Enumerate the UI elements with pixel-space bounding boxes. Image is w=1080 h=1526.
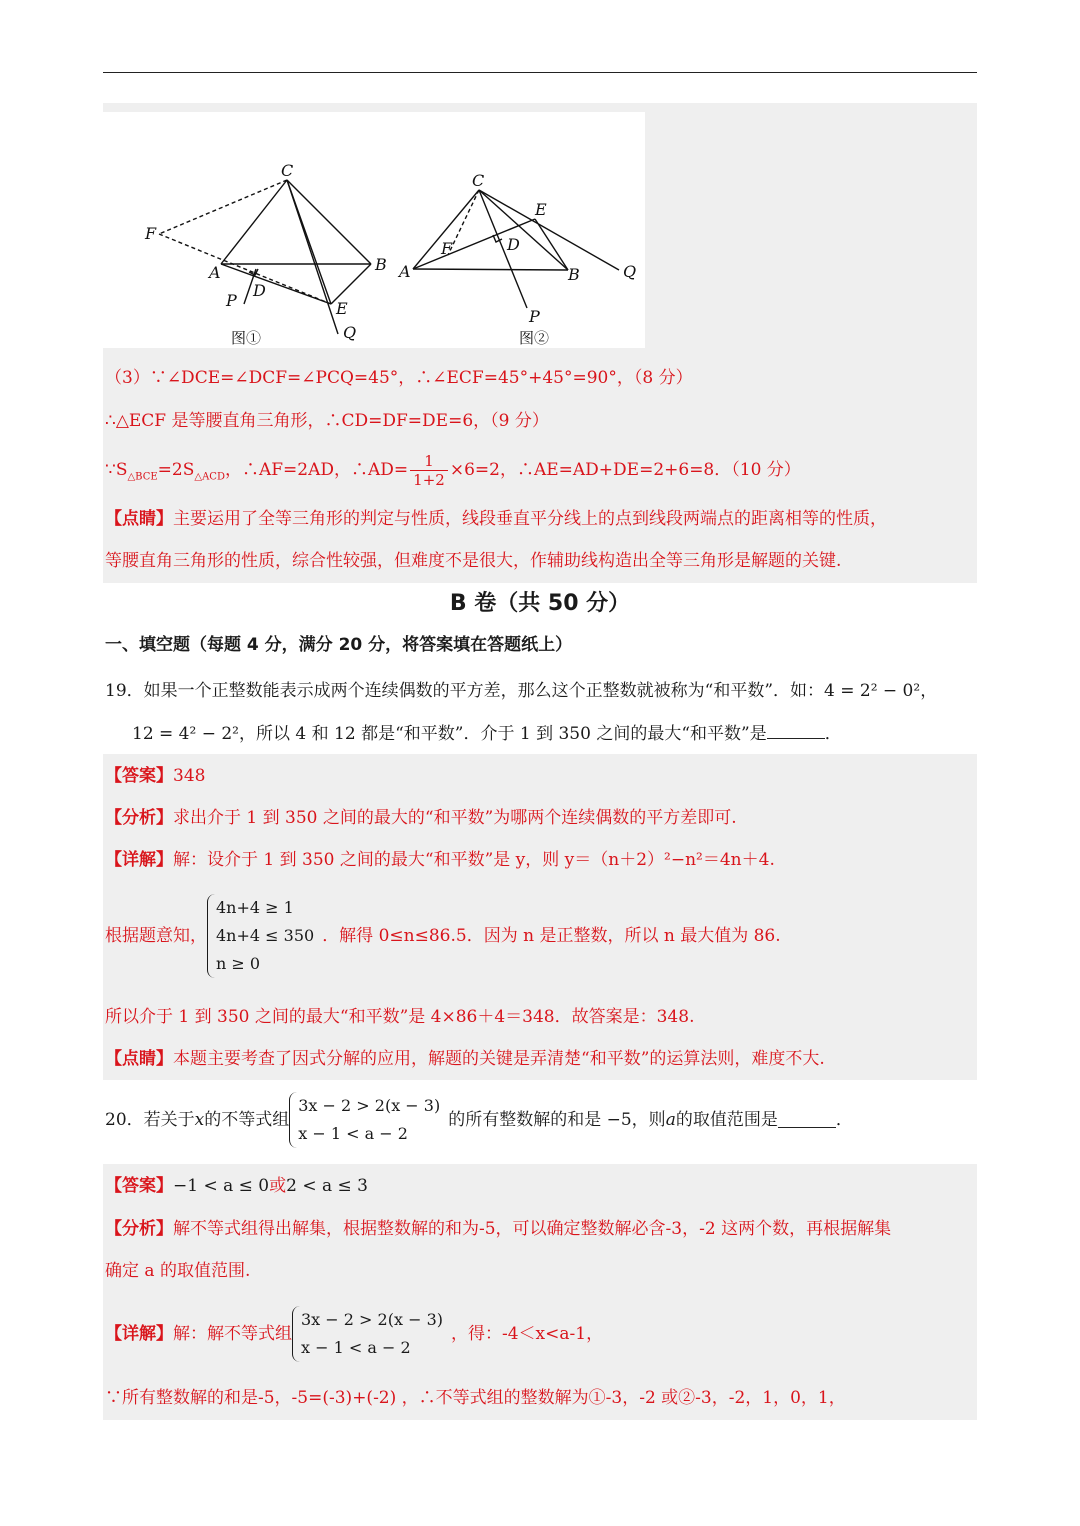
q19-sys-2: 4n+4 ≤ 350 [216,926,315,945]
prev-dianjing-tag: 【点睛】 [105,509,173,529]
prev-line-3 [105,447,801,500]
prev-frac-num: 1 [410,452,448,471]
q19-dianjing: 本题主要考查了因式分解的应用，解题的关键是弄清楚“和平数”的运算法则，难度不大. [173,1049,825,1069]
q20-sys-2: x − 1 < a − 2 [298,1124,408,1143]
q20-detail-sys-1: 3x − 2 > 2(x − 3) [301,1310,443,1329]
fig2-label-p: P [529,307,540,326]
q20-last-line: ∵所有整数解的和是-5，-5=(-3)+(-2) ，∴不等式组的整数解为①-3，-2 或②-3，-2，1，0，1， [105,1388,846,1408]
q20-solution-box [103,1164,977,1420]
q20-stem-c: 的所有整数解的和是 −5，则 [448,1110,666,1130]
q19-analysis-tag: 【分析】 [105,808,173,828]
q19-sys-prefix: 根据题意知， [105,926,207,946]
prev-line-3-sub1: △BCE [127,471,158,483]
fig1-label-c: C [281,161,294,180]
q19-conclusion: 所以介于 1 到 350 之间的最大“和平数”是 4×86＋4＝348．故答案是：348. [105,1007,695,1027]
fig2-label-f: F [441,239,453,258]
q19-stem-2-end: ． [824,724,842,744]
prev-line-3-c: ，∴AF=2AD，∴AD= [224,460,409,480]
q19-stem-1: 19．如果一个正整数能表示成两个连续偶数的平方差，那么这个正整数就被称为“和平数”．如：4 = 2² − 0²， [105,681,938,701]
q20-stem-d: 的取值范围是 [675,1110,778,1130]
q20-detail-system [292,1306,451,1362]
fig2-label-c: C [472,171,485,190]
q20-stem-a-var: a [665,1110,676,1130]
q19-system-line [105,894,781,978]
q20-analysis-2: 确定 a 的取值范围. [105,1261,251,1281]
q20-detail-a: 解：解不等式组 [173,1324,292,1344]
prev-dianjing-1 [105,507,887,531]
fig1-label-a: A [209,263,221,282]
q19-sys-suffix: ．解得 0≤n≤86.5．因为 n 是正整数，所以 n 最大值为 86. [322,926,781,946]
fig1-label-q: Q [343,323,357,342]
q20-analysis-1: 解不等式组得出解集，根据整数解的和为-5，可以确定整数解必含-3，-2 这两个数，再根据解集 [173,1219,892,1239]
fig1-label-f: F [145,224,157,243]
q19-stem-2-eq: 12 = 4² − 2² [132,724,239,744]
fig2-label-d: D [507,235,520,254]
prev-dianjing-text1: 主要运用了全等三角形的判定与性质，线段垂直平分线上的点到线段两端点的距离相等的性质， [173,509,887,529]
prev-frac-den: 1+2 [413,471,445,489]
q20-answer-or: 或 [269,1176,287,1196]
fig1-caption: 图① [231,329,262,347]
header-rule [103,72,977,73]
prev-line-2: ∴△ECF 是等腰直角三角形，∴CD=DF=DE=6，（9 分） [105,411,549,431]
section-subtitle: 一、填空题（每题 4 分，满分 20 分，将答案填在答题纸上） [105,635,573,655]
prev-line-3-sub2: △ACD [194,471,225,483]
q20-stem-x: x [194,1110,205,1130]
q19-detail: 解：设介于 1 到 350 之间的最大“和平数”是 y，则 y＝（n＋2）²−n²＝4n＋4. [173,850,775,870]
q20-answer-blank [778,1113,836,1128]
q20-analysis-line [105,1217,891,1241]
q20-detail-tag: 【详解】 [105,1324,173,1344]
q20-answer-line [105,1174,368,1198]
q19-analysis-line [105,806,737,830]
q19-analysis: 求出介于 1 到 350 之间的最大的“和平数”为哪两个连续偶数的平方差即可. [173,808,737,828]
prev-line-3-b: =2S [157,460,195,480]
q20-sys-1: 3x − 2 > 2(x − 3) [298,1096,441,1115]
q19-stem-2 [132,722,842,746]
prev-line-3-d: ×6=2，∴AE=AD+DE=2+6=8．（10 分） [449,460,801,480]
q20-stem-end: ． [835,1110,853,1130]
q20-stem-b: 的不等式组 [204,1110,290,1130]
q20-system [289,1092,448,1148]
q19-stem-2-text: ，所以 4 和 12 都是“和平数”．介于 1 到 350 之间的最大“和平数”是 [239,724,767,744]
section-title: B 卷（共 50 分） [449,591,631,616]
fig2-label-b: B [568,265,580,284]
figure-svg [103,112,645,348]
q19-dianjing-tag: 【点睛】 [105,1049,173,1069]
q19-system [207,894,322,978]
q19-answer-tag: 【答案】 [105,766,173,786]
fig1-label-b: B [375,255,387,274]
q20-analysis-tag: 【分析】 [105,1219,173,1239]
q20-detail-line [105,1306,603,1362]
fig2-label-a: A [399,262,411,281]
q19-detail-tag: 【详解】 [105,850,173,870]
q19-sys-3: n ≥ 0 [216,954,261,973]
q20-answer-b: 2 < a ≤ 3 [286,1176,368,1196]
q19-sys-1: 4n+4 ≥ 1 [216,898,294,917]
q20-detail-sys-2: x − 1 < a − 2 [301,1338,411,1357]
prev-fraction [410,452,448,489]
q20-answer-a: −1 < a ≤ 0 [173,1176,270,1196]
q19-detail-line [105,848,775,872]
fig2-label-q: Q [623,262,637,281]
fig1-label-p: P [226,291,237,310]
q19-answer: 348 [173,766,206,786]
q20-detail-b: ，得：-4＜x<a-1， [450,1324,604,1344]
q20-stem-a: 20．若关于 [105,1110,195,1130]
fig1-label-d: D [253,281,266,300]
fig1-label-e: E [336,299,348,318]
q19-dianjing-line [105,1047,825,1071]
q19-answer-line [105,764,205,788]
prev-dianjing-2: 等腰直角三角形的性质，综合性较强，但难度不是很大，作辅助线构造出全等三角形是解题的关键. [105,551,842,571]
q20-answer-tag: 【答案】 [105,1176,173,1196]
prev-line-1: （3）∵∠DCE=∠DCF=∠PCQ=45°，∴∠ECF=45°+45°=90°，（8 分） [105,368,693,388]
fig2-label-e: E [535,200,547,219]
prev-line-3-a: ∵S [105,460,128,480]
q19-answer-blank [767,724,825,739]
geometry-figure [103,112,645,348]
fig2-caption: 图② [519,329,550,347]
q20-stem [105,1092,853,1148]
